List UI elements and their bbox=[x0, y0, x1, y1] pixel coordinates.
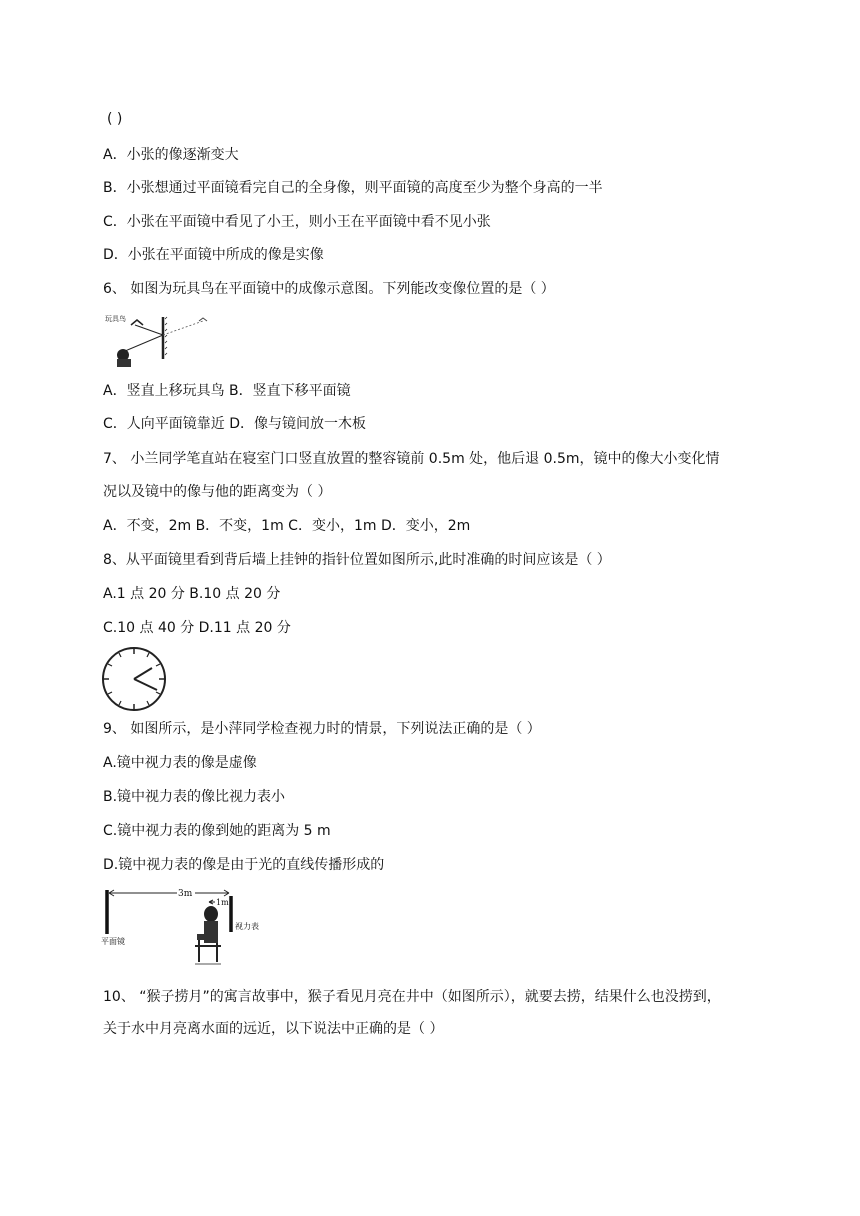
q8-stem: 8、从平面镜里看到背后墙上挂钟的指针位置如图所示,此时准确的时间应该是（ ） bbox=[103, 552, 611, 568]
q6-figure bbox=[103, 311, 211, 369]
q6-options-row1: A．竖直上移玩具鸟 B．竖直下移平面镜 bbox=[103, 383, 351, 399]
q5-option-b: B．小张想通过平面镜看完自己的全身像，则平面镜的高度至少为整个身高的一半 bbox=[103, 180, 603, 196]
q9-option-c: C.镜中视力表的像到她的距离为 5 m bbox=[103, 823, 331, 839]
q5-option-a: A．小张的像逐渐变大 bbox=[103, 147, 239, 163]
q10-stem-2: 关于水中月亮离水面的远近，以下说法中正确的是（ ） bbox=[103, 1021, 444, 1037]
q5-paren: ( ) bbox=[107, 111, 123, 127]
q8-options-row2: C.10 点 40 分 D.11 点 20 分 bbox=[103, 620, 291, 636]
q8-options-row1: A.1 点 20 分 B.10 点 20 分 bbox=[103, 586, 281, 602]
q9-option-a: A.镜中视力表的像是虚像 bbox=[103, 755, 257, 771]
q5-option-c: C．小张在平面镜中看见了小王，则小王在平面镜中看不见小张 bbox=[103, 214, 491, 230]
q6-options-row2: C．人向平面镜靠近 D．像与镜间放一木板 bbox=[103, 416, 367, 432]
q9-option-d: D.镜中视力表的像是由于光的直线传播形成的 bbox=[103, 857, 385, 873]
q9-figure bbox=[101, 884, 271, 972]
q7-stem-2: 况以及镜中的像与他的距离变为（ ） bbox=[103, 484, 332, 500]
q10-stem-1: 10、 “猴子捞月”的寓言故事中，猴子看见月亮在井中（如图所示），就要去捞，结果什么也没捞到， bbox=[103, 989, 721, 1005]
q8-clock-figure bbox=[101, 646, 167, 712]
q9-label-chart: 视力表 bbox=[235, 922, 259, 931]
q9-label-1m: 1m bbox=[216, 898, 229, 907]
q9-label-mirror: 平面镜 bbox=[101, 937, 125, 946]
q9-stem: 9、 如图所示，是小萍同学检查视力时的情景，下列说法正确的是（ ） bbox=[103, 721, 541, 737]
q7-options: A．不变，2m B．不变，1m C．变小，1m D．变小，2m bbox=[103, 518, 471, 534]
q5-option-d: D．小张在平面镜中所成的像是实像 bbox=[103, 247, 324, 263]
q6-stem: 6、 如图为玩具鸟在平面镜中的成像示意图。下列能改变像位置的是（ ） bbox=[103, 281, 555, 297]
q6-figure-label: 玩具鸟 bbox=[105, 315, 126, 323]
q7-stem-1: 7、 小兰同学笔直站在寝室门口竖直放置的整容镜前 0.5m 处，他后退 0.5m，镜中的像大小变化情 bbox=[103, 451, 720, 467]
q9-label-3m: 3m bbox=[178, 889, 193, 899]
q9-option-b: B.镜中视力表的像比视力表小 bbox=[103, 789, 286, 805]
